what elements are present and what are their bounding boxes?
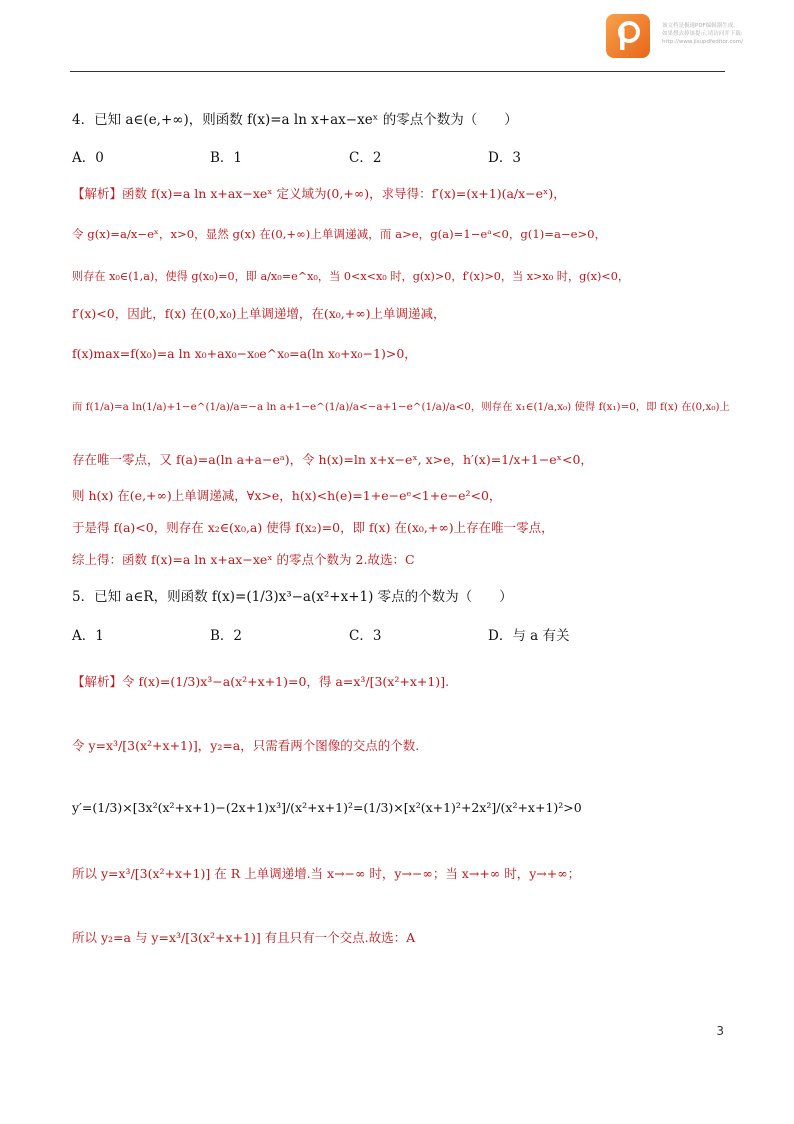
- q5-solution-line: 【解析】令 f(x)=(1/3)x³−a(x²+x+1)=0，得 a=x³/[3(x²+x+1)].: [72, 674, 450, 689]
- q4-solution-line: 于是得 f(a)<0，则存在 x₂∈(x₀,a) 使得 f(x₂)=0，即 f(x) 在(x₀,+∞)上存在唯一零点，: [72, 520, 554, 535]
- q5-option-d: D．与 a 有关: [488, 628, 570, 644]
- q4-solution-line: f′(x)<0，因此，f(x) 在(0,x₀)上单调递增，在(x₀,+∞)上单调递减，: [72, 306, 446, 321]
- q5-solution-line: 令 y=x³/[3(x²+x+1)]，y₂=a，只需看两个图像的交点的个数.: [72, 738, 420, 753]
- q4-solution-line: 存在唯一零点，又 f(a)=a(ln a+a−eᵃ)，令 h(x)=ln x+x−eˣ, x>e，h′(x)=1/x+1−eˣ<0，: [72, 452, 593, 467]
- watermark-line: http://www.jisupdfeditor.com/: [662, 39, 743, 45]
- watermark-line: 该文档是极速PDF编辑器生成,: [662, 23, 735, 29]
- q4-solution-line: 而 f(1/a)=a ln(1/a)+1−e^(1/a)/a=−a ln a+1−e^(1/a)/a<−a+1−e^(1/a)/a<0，则存在 x₁∈(1/a,x₀) 使得 f(x₁)=0，即 f(x) 在(0,x₀)上: [72, 401, 730, 413]
- q5-solution-line: 所以 y=x³/[3(x²+x+1)] 在 R 上单调递增.当 x→−∞ 时，y→−∞；当 x→+∞ 时，y→+∞；: [72, 866, 581, 881]
- q4-solution-line: f(x)max=f(x₀)=a ln x₀+ax₀−x₀e^x₀=a(ln x₀+x₀−1)>0，: [72, 346, 417, 361]
- logo: [606, 14, 650, 58]
- page-number: 3: [716, 1024, 724, 1038]
- q5-option-b: B．2: [210, 628, 243, 644]
- watermark-text: [662, 22, 782, 46]
- q5-option-c: C．3: [349, 628, 382, 644]
- q4-solution-line: 【解析】函数 f(x)=a ln x+ax−xeˣ 定义域为(0,+∞)，求导得：f′(x)=(x+1)(a/x−eˣ)，: [72, 186, 566, 201]
- q4-option-c: C．2: [349, 150, 382, 166]
- q5-solution-line: 所以 y₂=a 与 y=x³/[3(x²+x+1)] 有且只有一个交点.故选：A: [72, 930, 416, 945]
- q4-option-a: A．0: [72, 150, 104, 166]
- watermark-line: 如果想去掉该提示,请访问并下载:: [662, 31, 743, 37]
- q5-stem: 5．已知 a∈R，则函数 f(x)=(1/3)x³−a(x²+x+1) 零点的个数为（ ）: [72, 589, 513, 605]
- q4-solution-line: 则存在 x₀∈(1,a)，使得 g(x₀)=0，即 a/x₀=e^x₀，当 0<x<x₀ 时，g(x)>0，f′(x)>0，当 x>x₀ 时，g(x)<0，: [72, 270, 630, 283]
- pdf-editor-logo-icon: [606, 14, 650, 58]
- q4-solution-line: 令 g(x)=a/x−eˣ，x>0，显然 g(x) 在(0,+∞)上单调递减，而 a>e，g(a)=1−eᵃ<0，g(1)=a−e>0，: [72, 227, 607, 241]
- q4-option-b: B．1: [210, 150, 243, 166]
- q5-option-a: A．1: [72, 628, 104, 644]
- q4-stem: 4．已知 a∈(e,+∞)，则函数 f(x)=a ln x+ax−xeˣ 的零点个数为（ ）: [72, 112, 518, 128]
- q4-option-d: D．3: [488, 150, 521, 166]
- header-rule: [70, 71, 725, 72]
- q4-solution-line: 综上得：函数 f(x)=a ln x+ax−xeˣ 的零点个数为 2.故选：C: [72, 552, 415, 567]
- q4-solution-line: 则 h(x) 在(e,+∞)上单调递减，∀x>e，h(x)<h(e)=1+e−eᵉ<1+e−e²<0，: [72, 488, 502, 503]
- q5-derivative-line: y′=(1/3)×[3x²(x²+x+1)−(2x+1)x³]/(x²+x+1)²=(1/3)×[x²(x+1)²+2x²]/(x²+x+1)²>0: [72, 800, 582, 815]
